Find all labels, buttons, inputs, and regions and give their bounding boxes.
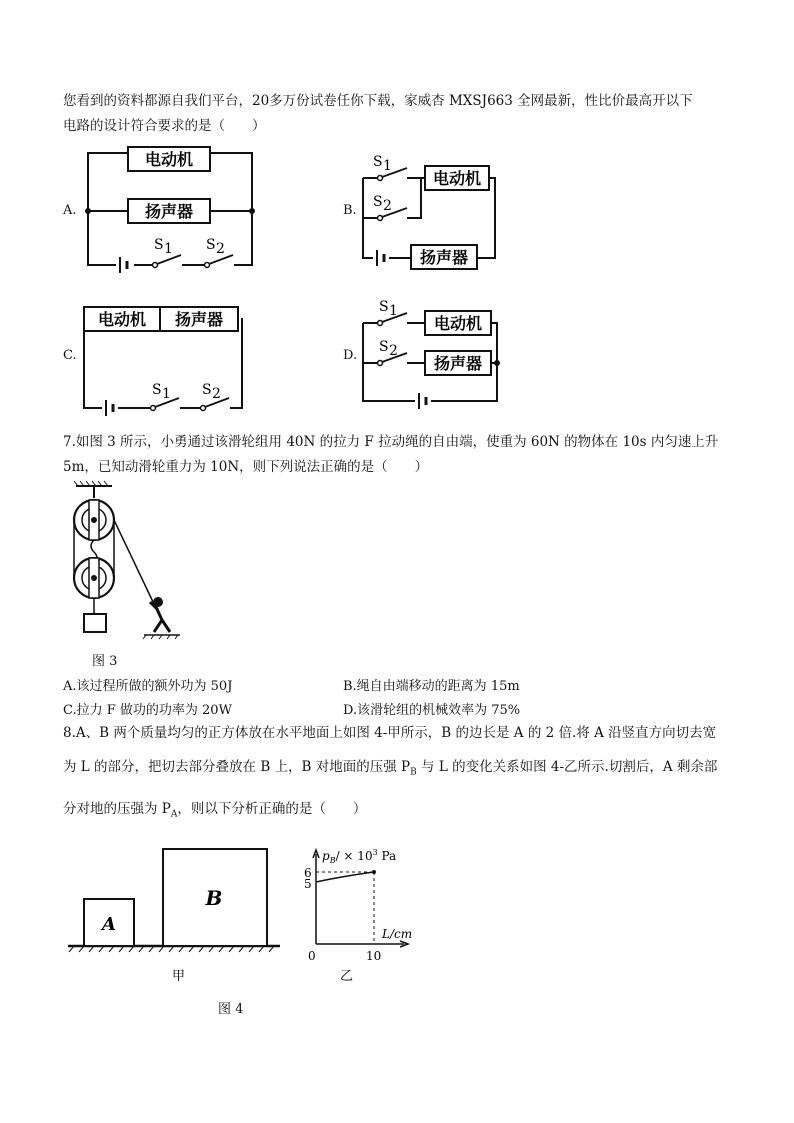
circuit-a bbox=[80, 145, 260, 275]
tick-5: 5 bbox=[304, 877, 312, 891]
tick-10: 10 bbox=[366, 949, 382, 963]
svg-text:S: S bbox=[152, 382, 162, 398]
svg-text:扬声器: 扬声器 bbox=[433, 354, 483, 373]
svg-text:电动机: 电动机 bbox=[433, 314, 483, 333]
block-a-label: A bbox=[102, 914, 116, 935]
svg-text:2: 2 bbox=[389, 343, 398, 359]
q7-option-d: D.该滑轮组的机械效率为 75% bbox=[343, 703, 521, 718]
svg-text:S: S bbox=[373, 194, 383, 210]
pb-curve bbox=[316, 872, 374, 882]
svg-text:电动机: 电动机 bbox=[97, 310, 147, 329]
svg-text:2: 2 bbox=[383, 198, 392, 214]
fig4 bbox=[64, 842, 424, 987]
q6-option-c-label: C. bbox=[63, 348, 77, 363]
svg-text:1: 1 bbox=[162, 386, 171, 402]
circuit-d bbox=[355, 293, 505, 411]
q6-stem: 电路的设计符合要求的是（ ） bbox=[63, 118, 266, 134]
tick-6: 6 bbox=[304, 866, 312, 880]
svg-text:S: S bbox=[202, 382, 212, 398]
q7-option-a: A.该过程所做的额外功为 50J bbox=[63, 679, 233, 694]
circuit-c bbox=[78, 304, 248, 416]
svg-text:1: 1 bbox=[389, 303, 398, 319]
header-line: 您看到的资料都源自我们平台，20多万份试卷任你下载，家威杏 MXSJ663 全网最新，性比价最高开以下 bbox=[63, 93, 693, 109]
fig3-caption: 图 3 bbox=[92, 654, 118, 669]
svg-text:2: 2 bbox=[216, 241, 225, 257]
svg-text:S: S bbox=[373, 154, 383, 170]
q6-option-b-label: B. bbox=[343, 203, 357, 218]
svg-text:2: 2 bbox=[212, 386, 221, 402]
q6-option-d-label: D. bbox=[343, 348, 358, 363]
tick-0: 0 bbox=[308, 949, 316, 963]
pulley-figure bbox=[66, 480, 186, 640]
fig4-caption: 图 4 bbox=[218, 1002, 244, 1017]
q6-option-a-label: A. bbox=[63, 203, 77, 218]
q8-line2: 为 L 的部分，把切去部分叠放在 B 上，B 对地面的压强 $P_B$ 与 L 的变化关系如图 4-乙所示.切割后，A 剩余部 bbox=[63, 759, 718, 778]
q7-stem-line1: 7.如图 3 所示，小勇通过该滑轮组用 40N 的拉力 F 拉动绳的自由端，使重为 60N 的物体在 10s 内匀速上升 bbox=[63, 434, 719, 450]
svg-text:扬声器: 扬声器 bbox=[419, 248, 469, 267]
q8-line3: 分对地的压强为 $P_A$，则以下分析正确的是（ ） bbox=[63, 801, 367, 820]
s2-label: S bbox=[206, 237, 216, 253]
svg-text:电动机: 电动机 bbox=[432, 169, 482, 188]
q7-option-b: B.绳自由端移动的距离为 15m bbox=[343, 679, 520, 694]
q8-line1: 8.A、B 两个质量均匀的正方体放在水平地面上如图 4-甲所示，B 的边长是 A 的 2 倍.将 A 沿竖直方向切去宽 bbox=[63, 725, 717, 741]
svg-text:S: S bbox=[379, 299, 389, 315]
block-b-label: B bbox=[205, 886, 223, 910]
circuit-b bbox=[355, 150, 505, 272]
s1-label: S bbox=[154, 237, 164, 253]
x-axis-label: L/cm bbox=[382, 927, 413, 941]
motor-label: 电动机 bbox=[144, 150, 194, 169]
q7-option-c: C.拉力 F 做功的功率为 20W bbox=[63, 703, 232, 718]
yi-label: 乙 bbox=[340, 969, 354, 984]
svg-text:扬声器: 扬声器 bbox=[174, 310, 224, 329]
svg-text:S: S bbox=[379, 339, 389, 355]
jia-label: 甲 bbox=[172, 969, 186, 984]
q7-stem-line2: 5m，已知动滑轮重力为 10N，则下列说法正确的是（ ） bbox=[63, 459, 429, 475]
svg-text:1: 1 bbox=[383, 158, 392, 174]
svg-text:1: 1 bbox=[164, 241, 173, 257]
y-axis-label: $p_B/ \times 10^3$ Pa bbox=[322, 848, 397, 865]
speaker-label: 扬声器 bbox=[144, 202, 194, 221]
